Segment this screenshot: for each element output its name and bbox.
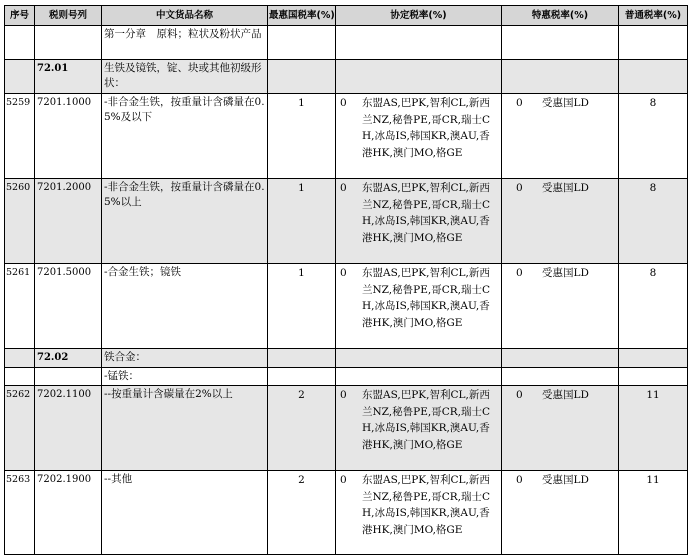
row-mfn: 1	[268, 264, 336, 349]
row-name: -合金生铁；镜铁	[102, 264, 268, 349]
agreement-countries: 东盟AS,巴PK,智利CL,新西兰NZ,秘鲁PE,哥CR,瑞士CH,冰岛IS,韩国KR,澳AU,香港HK,澳门MO,格GE	[362, 182, 491, 244]
table-row	[5, 94, 688, 179]
row-special	[502, 471, 619, 555]
agreement-rate: 0	[340, 267, 347, 279]
special-rate: 0	[516, 182, 523, 194]
special-rate: 0	[516, 474, 523, 486]
agreement-countries: 东盟AS,巴PK,智利CL,新西兰NZ,秘鲁PE,哥CR,瑞士CH,冰岛IS,韩国KR,澳AU,香港HK,澳门MO,格GE	[362, 389, 491, 451]
header-code: 税则号列	[35, 6, 102, 26]
row-agreement	[336, 179, 502, 264]
row-general: 11	[619, 386, 688, 471]
row-agreement	[336, 471, 502, 555]
row-seq: 5263	[5, 471, 35, 555]
agreement-rate: 0	[340, 97, 347, 109]
row-code: 7202.1100	[35, 386, 102, 471]
section-title: 第一分章 原料；粒状及粉状产品	[102, 26, 268, 60]
table-row	[5, 179, 688, 264]
row-agreement	[336, 264, 502, 349]
row-name: -非合金生铁，按重量计含磷量在0.5%以上	[102, 179, 268, 264]
header-general: 普通税率(%)	[619, 6, 688, 26]
table-row	[5, 471, 688, 555]
row-general: 8	[619, 264, 688, 349]
row-special	[502, 94, 619, 179]
header-row	[5, 6, 688, 26]
row-seq: 5260	[5, 179, 35, 264]
special-countries: 受惠国LD	[542, 389, 589, 401]
row-seq: 5262	[5, 386, 35, 471]
table-row	[5, 386, 688, 471]
special-rate: 0	[516, 267, 523, 279]
row-general: 8	[619, 94, 688, 179]
row-code: 7201.5000	[35, 264, 102, 349]
special-rate: 0	[516, 389, 523, 401]
heading-name: 铁合金：	[102, 349, 268, 368]
header-agreement: 协定税率(%)	[336, 6, 502, 26]
subheading-name: -锰铁：	[102, 368, 268, 386]
row-mfn: 1	[268, 94, 336, 179]
row-seq: 5259	[5, 94, 35, 179]
row-mfn: 2	[268, 471, 336, 555]
header-seq: 序号	[5, 6, 35, 26]
agreement-rate: 0	[340, 389, 347, 401]
special-countries: 受惠国LD	[542, 474, 589, 486]
row-code: 7202.1900	[35, 471, 102, 555]
row-name: -非合金生铁，按重量计含磷量在0.5%及以下	[102, 94, 268, 179]
row-mfn: 1	[268, 179, 336, 264]
agreement-countries: 东盟AS,巴PK,智利CL,新西兰NZ,秘鲁PE,哥CR,瑞士CH,冰岛IS,韩国KR,澳AU,香港HK,澳门MO,格GE	[362, 97, 491, 159]
heading-row	[5, 60, 688, 94]
row-name: --按重量计含碳量在2%以上	[102, 386, 268, 471]
heading-name: 生铁及镜铁，锭、块或其他初级形状：	[102, 60, 268, 94]
header-special: 特惠税率(%)	[502, 6, 619, 26]
row-mfn: 2	[268, 386, 336, 471]
special-rate: 0	[516, 97, 523, 109]
row-code: 7201.1000	[35, 94, 102, 179]
row-agreement	[336, 94, 502, 179]
special-countries: 受惠国LD	[542, 182, 589, 194]
special-countries: 受惠国LD	[542, 97, 589, 109]
heading-code: 72.01	[35, 60, 102, 94]
row-seq: 5261	[5, 264, 35, 349]
heading-row	[5, 349, 688, 368]
row-name: --其他	[102, 471, 268, 555]
special-countries: 受惠国LD	[542, 267, 589, 279]
subheading-row	[5, 368, 688, 386]
row-special	[502, 386, 619, 471]
row-special	[502, 179, 619, 264]
row-special	[502, 264, 619, 349]
table-row	[5, 264, 688, 349]
agreement-rate: 0	[340, 182, 347, 194]
header-mfn: 最惠国税率(%)	[268, 6, 336, 26]
row-general: 11	[619, 471, 688, 555]
agreement-rate: 0	[340, 474, 347, 486]
row-general: 8	[619, 179, 688, 264]
tariff-table	[4, 5, 688, 555]
header-name: 中文货品名称	[102, 6, 268, 26]
row-agreement	[336, 386, 502, 471]
agreement-countries: 东盟AS,巴PK,智利CL,新西兰NZ,秘鲁PE,哥CR,瑞士CH,冰岛IS,韩国KR,澳AU,香港HK,澳门MO,格GE	[362, 474, 491, 536]
agreement-countries: 东盟AS,巴PK,智利CL,新西兰NZ,秘鲁PE,哥CR,瑞士CH,冰岛IS,韩国KR,澳AU,香港HK,澳门MO,格GE	[362, 267, 491, 329]
heading-code: 72.02	[35, 349, 102, 368]
section-title-row	[5, 26, 688, 60]
row-code: 7201.2000	[35, 179, 102, 264]
